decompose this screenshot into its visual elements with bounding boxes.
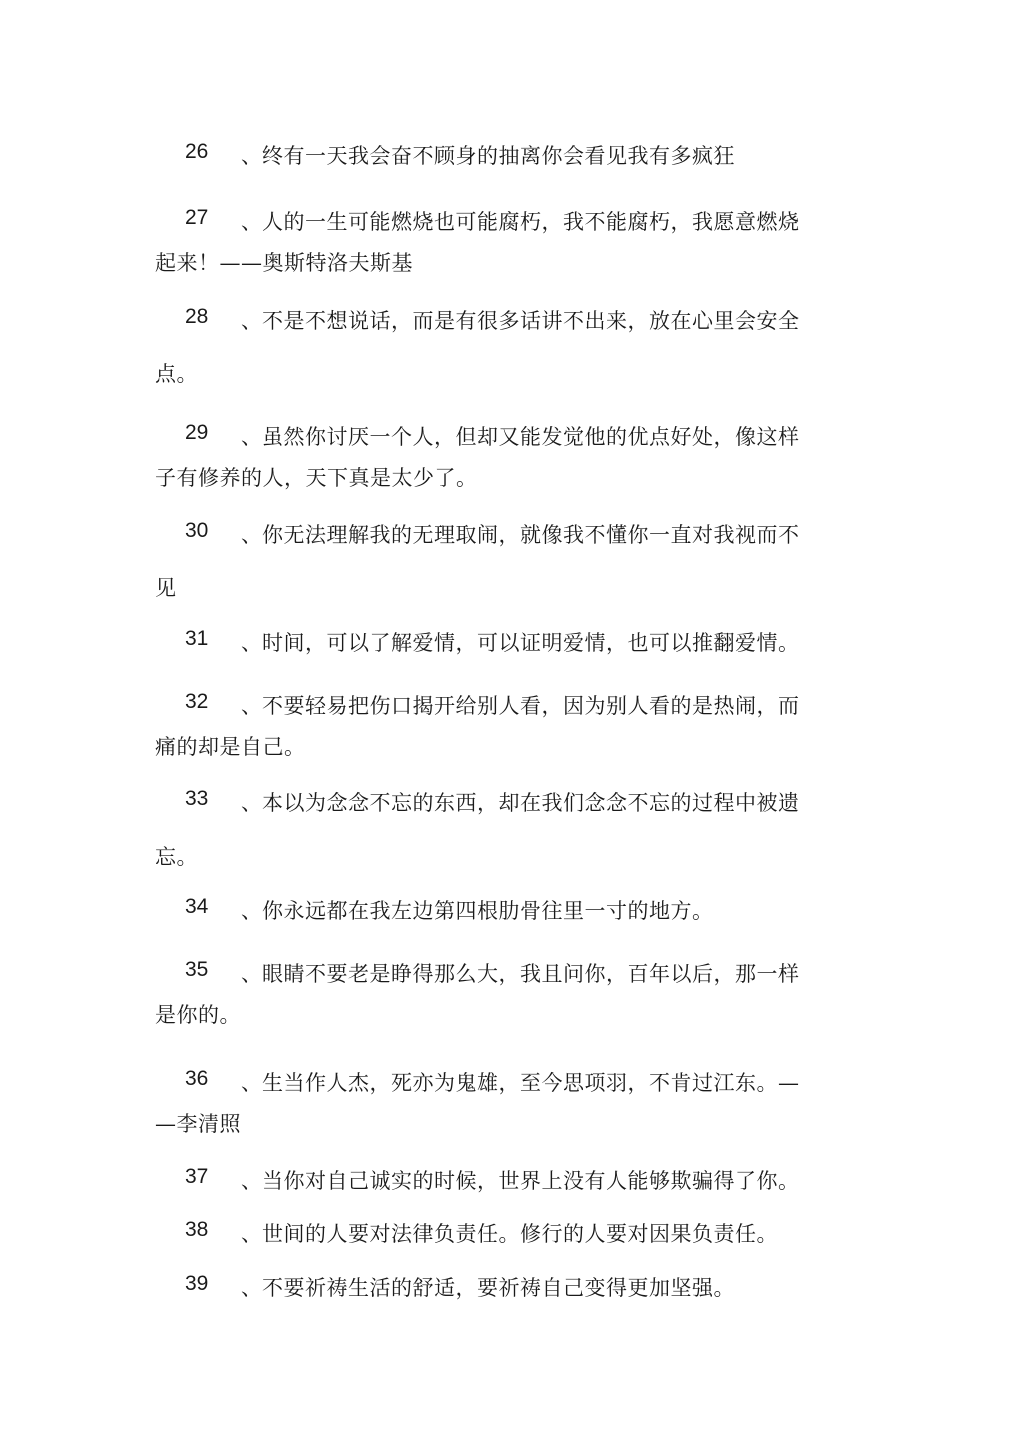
- entry-line-2: 是你的。: [155, 1003, 241, 1027]
- entry-separator: 、: [241, 309, 262, 333]
- entry-number: 34: [185, 895, 209, 918]
- entry-number: 39: [185, 1272, 209, 1295]
- entry-separator: 、: [241, 1276, 262, 1300]
- entry-line-2: 见: [155, 576, 177, 600]
- entry-separator: 、: [241, 899, 262, 923]
- entry-line-1: 你永远都在我左边第四根肋骨往里一寸的地方。: [262, 899, 714, 923]
- entry-separator: 、: [241, 210, 262, 234]
- entry-separator: 、: [241, 1222, 262, 1246]
- entry-line-1: 本以为念念不忘的东西，却在我们念念不忘的过程中被遗: [262, 791, 800, 815]
- entry-line-1: 时间，可以了解爱情，可以证明爱情，也可以推翻爱情。: [262, 631, 800, 655]
- entry-number: 36: [185, 1067, 209, 1090]
- entry-line-2: 子有修养的人，天下真是太少了。: [155, 466, 478, 490]
- entry-number: 28: [185, 305, 209, 328]
- entry-number: 29: [185, 421, 209, 444]
- entry-separator: 、: [241, 144, 262, 168]
- entry-separator: 、: [241, 962, 262, 986]
- entry-line-2: 忘。: [155, 845, 198, 869]
- entry-separator: 、: [241, 694, 262, 718]
- entry-number: 33: [185, 787, 209, 810]
- entry-number: 37: [185, 1165, 209, 1188]
- entry-number: 26: [185, 140, 209, 163]
- entry-number: 30: [185, 519, 209, 542]
- entry-line-1: 不要轻易把伤口揭开给别人看，因为别人看的是热闹，而: [262, 694, 800, 718]
- entry-line-1: 虽然你讨厌一个人，但却又能发觉他的优点好处，像这样: [262, 425, 800, 449]
- entry-line-1: 不要祈祷生活的舒适，要祈祷自己变得更加坚强。: [262, 1276, 735, 1300]
- entry-separator: 、: [241, 1169, 262, 1193]
- entry-line-1: 不是不想说话，而是有很多话讲不出来，放在心里会安全: [262, 309, 800, 333]
- entry-separator: 、: [241, 523, 262, 547]
- entry-separator: 、: [241, 1071, 262, 1095]
- entry-number: 31: [185, 627, 209, 650]
- entry-number: 35: [185, 958, 209, 981]
- entry-number: 32: [185, 690, 209, 713]
- entry-separator: 、: [241, 425, 262, 449]
- entry-number: 27: [185, 206, 209, 229]
- entry-separator: 、: [241, 631, 262, 655]
- entry-line-1: 人的一生可能燃烧也可能腐朽，我不能腐朽，我愿意燃烧: [262, 210, 800, 234]
- entry-number: 38: [185, 1218, 209, 1241]
- entry-line-1: 世间的人要对法律负责任。修行的人要对因果负责任。: [262, 1222, 778, 1246]
- entry-line-1: 生当作人杰，死亦为鬼雄，至今思项羽，不肯过江东。—: [262, 1071, 800, 1095]
- entry-line-1: 终有一天我会奋不顾身的抽离你会看见我有多疯狂: [262, 144, 735, 168]
- entry-line-2: 起来！——奥斯特洛夫斯基: [155, 251, 413, 275]
- entry-line-1: 眼睛不要老是睁得那么大，我且问你，百年以后，那一样: [262, 962, 800, 986]
- entry-line-1: 当你对自己诚实的时候，世界上没有人能够欺骗得了你。: [262, 1169, 800, 1193]
- entry-separator: 、: [241, 791, 262, 815]
- entry-line-2: 点。: [155, 362, 198, 386]
- entry-line-2: 痛的却是自己。: [155, 735, 306, 759]
- entry-line-2: —李清照: [155, 1112, 241, 1136]
- entry-line-1: 你无法理解我的无理取闹，就像我不懂你一直对我视而不: [262, 523, 800, 547]
